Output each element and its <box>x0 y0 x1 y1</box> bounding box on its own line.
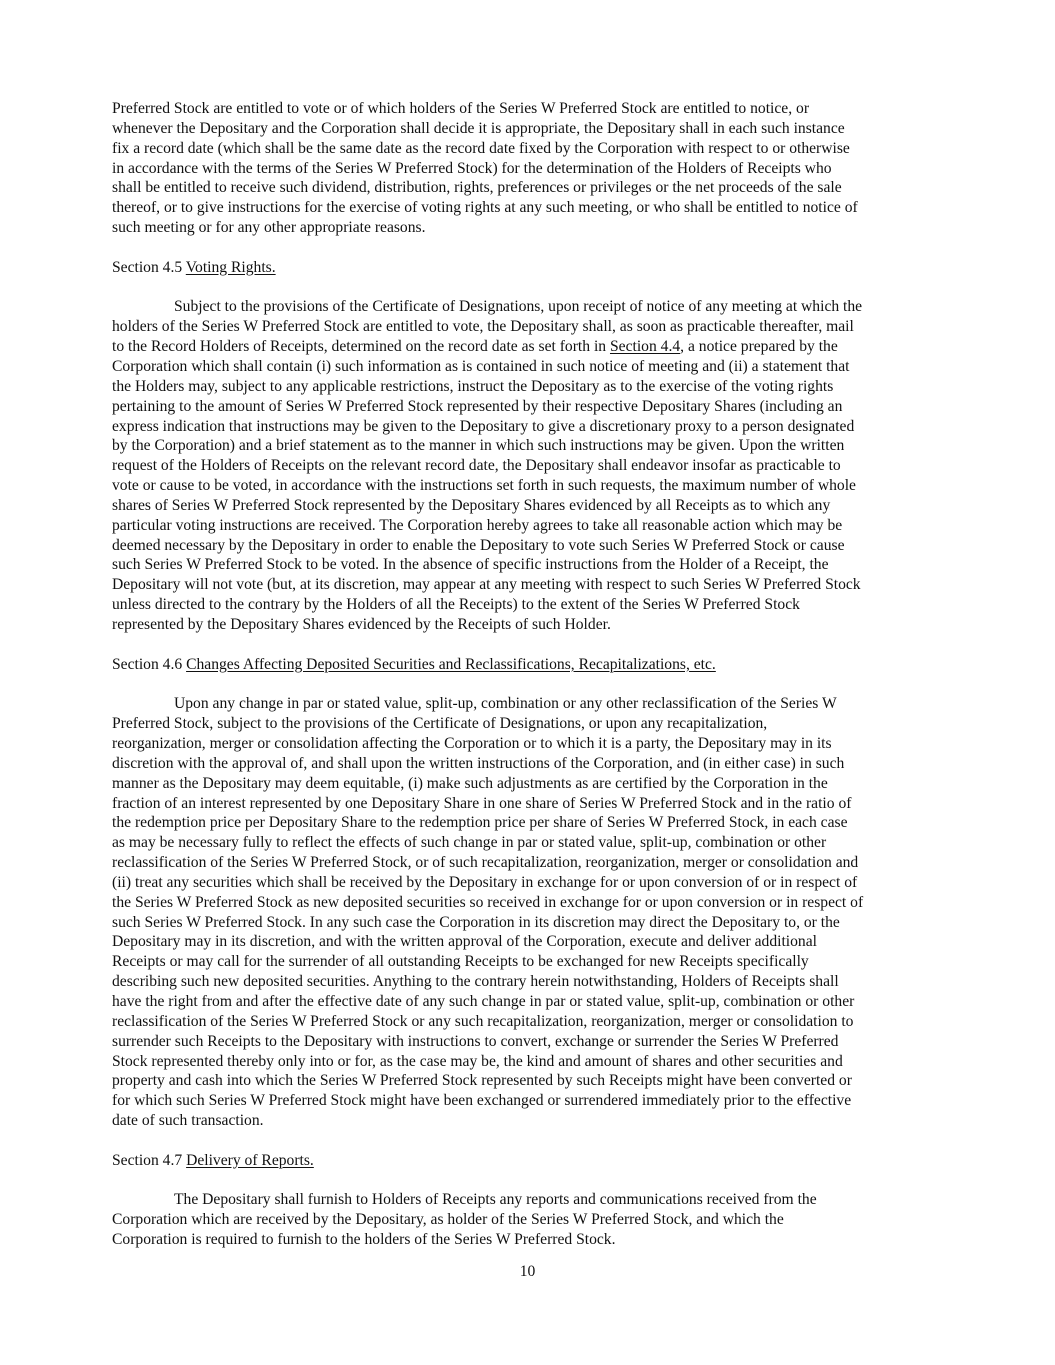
text-line: by the Corporation) and a brief statement as to the manner in which such instructions may be given. Upon the written <box>112 437 845 455</box>
text-line: request of the Holders of Receipts on the relevant record date, the Depositary shall endeavor insofar as practicable to <box>112 457 841 475</box>
text-line: fraction of an interest represented by one Depositary Share in one share of Series W Preferred Stock and in the ratio of <box>112 794 852 812</box>
text-line: The Depositary shall furnish to Holders of Receipts any reports and communications received from the <box>174 1191 817 1209</box>
section-4-6-body <box>112 694 946 1131</box>
section-4-4-reference-link[interactable]: Section 4.4 <box>609 338 681 356</box>
text-line: represented by the Depositary Shares evidenced by the Receipts of such Holder. <box>112 615 611 633</box>
intro-paragraph <box>112 99 946 238</box>
text-line: thereof, or to give instructions for the exercise of voting rights at any such meeting, or who shall be entitled to notice of <box>112 199 858 217</box>
text-line: vote or cause to be voted, in accordance with the instructions set forth in such requests, the maximum number of whole <box>112 477 856 495</box>
text-line: Stock represented thereby only into or for, as the case may be, the kind and amount of shares and other securities and <box>112 1052 843 1070</box>
text-line: unless directed to the contrary by the Holders of all the Receipts) to the extent of the Series W Preferred Stock <box>112 596 800 614</box>
text-line: in accordance with the terms of the Series W Preferred Stock) for the determination of the Holders of Receipts who <box>112 159 832 177</box>
text-line: property and cash into which the Series W Preferred Stock represented by such Receipts might have been converted or <box>112 1072 852 1090</box>
text-line: fix a record date (which shall be the same date as the record date fixed by the Corporation with respect to or otherwise <box>112 139 850 157</box>
text-line: Corporation which are received by the Depositary, as holder of the Series W Preferred Stock, and which the <box>112 1211 784 1229</box>
text-line: particular voting instructions are received. The Corporation hereby agrees to take all reasonable action which may be <box>112 516 843 534</box>
text-line: as may be necessary fully to reflect the effects of such change in par or stated value, split-up, combination or other <box>112 834 827 852</box>
text-line: the redemption price per Depositary Share to the redemption price per share of Series W Preferred Stock, in each case <box>112 814 848 832</box>
text-line: reclassification of the Series W Preferred Stock, or of such recapitalization, reorganization, merger or consolidation and <box>112 854 859 872</box>
text-line: Upon any change in par or stated value, split-up, combination or any other reclassification of the Series W <box>174 695 837 713</box>
text-line: Subject to the provisions of the Certificate of Designations, upon receipt of notice of any meeting at which the <box>174 298 863 316</box>
text-line: such Series W Preferred Stock. In any such case the Corporation in its discretion may direct the Depositary to, or the <box>112 913 840 931</box>
text-line: Depositary will not vote (but, at its discretion, may appear at any meeting with respect to such Series W Preferred Stock <box>112 576 861 594</box>
page-number: 10 <box>519 1263 536 1280</box>
text-line: Depositary may in its discretion, and with the written approval of the Corporation, execute and deliver additional <box>112 933 817 951</box>
text-line: discretion with the approval of, and shall upon the written instructions of the Corporation, and (in either case) in such <box>112 754 845 772</box>
text-line: the Holders may, subject to any applicable restrictions, instruct the Depositary as to the exercise of the voting rights <box>112 377 834 395</box>
text-line: Receipts or may call for the surrender of all outstanding Receipts to be exchanged for new Receipts specifically <box>112 953 809 971</box>
text-line: have the right from and after the effective date of any such change in par or stated value, split-up, combination or other <box>112 992 855 1010</box>
text-line: describing such new deposited securities. Anything to the contrary herein notwithstanding, Holders of Receipts shall <box>112 973 839 991</box>
section-4-5-body <box>112 297 946 634</box>
text-line: Preferred Stock are entitled to vote or of which holders of the Series W Preferred Stock are entitled to notice, or <box>112 100 810 117</box>
text-line: surrender such Receipts to the Depositary with instructions to convert, exchange or surrender the Series W Preferred <box>112 1032 839 1050</box>
section-number: Section 4.5 <box>112 258 183 276</box>
text-line: deemed necessary by the Depositary in order to enable the Depositary to vote such Series W Preferred Stock or cause <box>112 536 845 554</box>
section-4-7-heading <box>112 1151 946 1171</box>
section-title: Changes Affecting Deposited Securities and Reclassifications, Recapitalizations, etc. <box>186 655 716 673</box>
text-line: such Series W Preferred Stock to be voted. In the absence of specific instructions from the Holder of a Receipt, the <box>112 556 829 574</box>
text-line: Corporation which shall contain (i) such information as is contained in such notice of meeting and (ii) a statement that <box>112 357 850 375</box>
text-line: whenever the Depositary and the Corporation shall decide it is appropriate, the Depositary shall in each such instance <box>112 119 845 137</box>
text-line: (ii) treat any securities which shall be received by the Depositary in exchange for or upon conversion of or in respect of <box>112 873 858 891</box>
text-line: reclassification of the Series W Preferred Stock or any such recapitalization, reorganization, merger or consolidation to <box>112 1012 854 1030</box>
text-line <box>112 337 946 357</box>
section-title: Delivery of Reports. <box>186 1151 314 1169</box>
text-line: Preferred Stock, subject to the provisions of the Certificate of Designations, or upon any recapitalization, <box>112 715 768 733</box>
text-line: Corporation is required to furnish to the holders of the Series W Preferred Stock. <box>112 1231 616 1249</box>
section-number: Section 4.7 <box>112 1151 183 1169</box>
text-line: shall be entitled to receive such dividend, distribution, rights, preferences or privileges or the net proceeds of the sale <box>112 179 842 197</box>
text-line: for which such Series W Preferred Stock might have been exchanged or surrendered immediately prior to the effective <box>112 1092 852 1110</box>
text-line: pertaining to the amount of Series W Preferred Stock represented by their respective Depositary Shares (including an <box>112 397 843 415</box>
section-4-6-heading <box>112 655 946 675</box>
text-line: the Series W Preferred Stock as new deposited securities so received in exchange for or upon conversion or in respect of <box>112 893 864 911</box>
text-line: date of such transaction. <box>112 1112 264 1130</box>
text-segment: to the Record Holders of Receipts, determined on the record date as set forth in <box>112 338 610 356</box>
text-line: such meeting or for any other appropriate reasons. <box>112 219 426 237</box>
text-line: shares of Series W Preferred Stock represented by the Depositary Shares evidenced by all Receipts as to which any <box>112 496 831 514</box>
text-line: holders of the Series W Preferred Stock are entitled to vote, the Depositary shall, as soon as practicable thereafter, mail <box>112 318 854 336</box>
section-4-5-heading <box>112 258 946 278</box>
text-line: manner as the Depositary may deem equitable, (i) make such adjustments as are certified by the Corporation in the <box>112 774 828 792</box>
section-number: Section 4.6 <box>112 655 183 673</box>
text-line: reorganization, merger or consolidation affecting the Corporation or to which it is a party, the Depositary may in its <box>112 735 832 752</box>
text-line: express indication that instructions may be given to the Depositary to give a discretionary proxy to a person designated <box>112 417 855 435</box>
section-4-7-body <box>112 1190 946 1250</box>
document-page <box>112 99 946 1250</box>
text-segment: , a notice prepared by the <box>680 338 838 356</box>
section-title: Voting Rights. <box>185 258 276 276</box>
